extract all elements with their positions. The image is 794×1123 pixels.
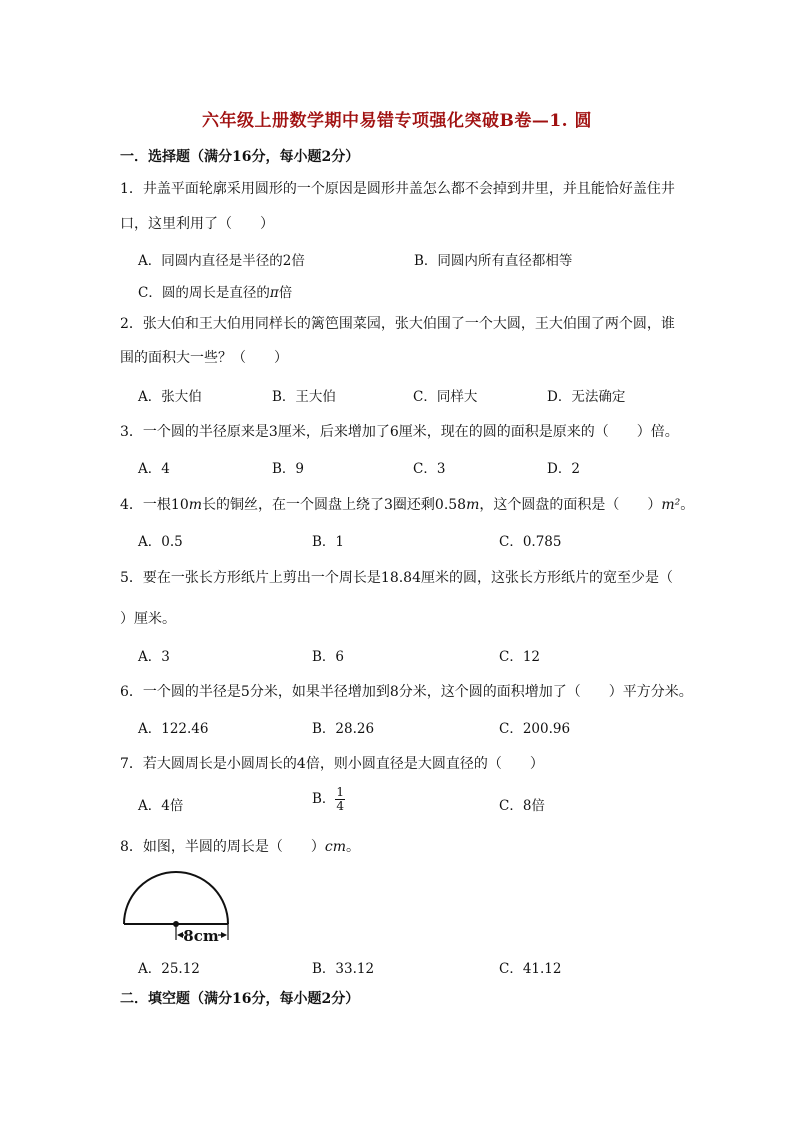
- question-8-option-c: C．41.12: [499, 961, 562, 977]
- question-1-option-b: B．同圆内所有直径都相等: [414, 253, 573, 269]
- question-3-option-d: D．2: [547, 461, 580, 477]
- question-4-line-1: 4．一根10m长的铜丝，在一个圆盘上绕了3圈还剩0.58m，这个圆盘的面积是（ ）m²。: [120, 497, 695, 513]
- question-4-option-b: B．1: [312, 534, 345, 550]
- question-4-option-a: A．0.5: [138, 534, 183, 550]
- question-8-line-1: 8．如图，半圆的周长是（ ）cm。: [120, 839, 361, 855]
- question-2-line-1: 2．张大伯和王大伯用同样长的篱笆围菜园，张大伯围了一个大圆，王大伯围了两个圆，谁: [120, 316, 675, 332]
- question-6-line-1: 6．一个圆的半径是5分米，如果半径增加到8分米，这个圆的面积增加了（ ）平方分米。: [120, 684, 693, 700]
- question-6-option-a: A．122.46: [138, 721, 209, 737]
- question-6-option-b: B．28.26: [312, 721, 375, 737]
- question-5-line-1: 5．要在一张长方形纸片上剪出一个周长是18.84厘米的圆，这张长方形纸片的宽至少是（: [120, 570, 673, 586]
- question-4-option-c: C．0.785: [499, 534, 562, 550]
- question-6-option-c: C．200.96: [499, 721, 571, 737]
- square-meter-unit: m²: [661, 497, 681, 513]
- semicircle-arc: [124, 872, 228, 924]
- question-8-option-b: B．33.12: [312, 961, 375, 977]
- question-5-option-b: B．6: [312, 649, 345, 665]
- question-5-option-c: C．12: [499, 649, 541, 665]
- question-3-line-1: 3．一个圆的半径原来是3厘米，后来增加了6厘米，现在的圆的面积是原来的（ ）倍。: [120, 424, 679, 440]
- question-5-line-2: ）厘米。: [120, 611, 176, 627]
- question-3-option-b: B．9: [272, 461, 305, 477]
- question-2-option-d: D．无法确定: [547, 389, 626, 405]
- cm-unit: cm: [324, 839, 347, 855]
- section-heading-choice: 一．选择题（满分16分，每小题2分）: [120, 149, 360, 165]
- question-1-option-a: A．同圆内直径是半径的2倍: [138, 253, 305, 269]
- question-7-option-a: A．4倍: [138, 798, 184, 814]
- question-2-line-2: 围的面积大一些？（ ）: [120, 350, 288, 366]
- question-3-option-c: C．3: [413, 461, 446, 477]
- question-2-option-b: B．王大伯: [272, 389, 336, 405]
- question-2-option-a: A．张大伯: [138, 389, 202, 405]
- pi-symbol: π: [269, 285, 279, 301]
- question-1-line-1: 1．井盖平面轮廓采用圆形的一个原因是圆形井盖怎么都不会掉到井里，并且能恰好盖住井: [120, 181, 675, 197]
- dimension-arrow-right: [221, 932, 227, 938]
- dimension-arrow-left: [177, 932, 183, 938]
- question-3-option-a: A．4: [138, 461, 170, 477]
- page-title: 六年级上册数学期中易错专项强化突破B卷—1. 圆: [201, 111, 593, 131]
- question-1-option-c: C．圆的周长是直径的π倍: [138, 285, 293, 301]
- question-1-line-2: 口，这里利用了（ ）: [120, 216, 274, 232]
- question-7-option-c: C．8倍: [499, 798, 545, 814]
- semicircle-figure: [118, 866, 234, 948]
- dimension-label: 8cm: [183, 927, 219, 945]
- question-5-option-a: A．3: [138, 649, 170, 665]
- fraction-one-quarter: $\frac{1}{4}$: [336, 785, 345, 813]
- question-8-option-a: A．25.12: [138, 961, 200, 977]
- section-heading-fill: 二．填空题（满分16分，每小题2分）: [120, 991, 360, 1007]
- question-7-option-b: B． $\frac{1}{4}$: [312, 785, 345, 813]
- question-2-option-c: C．同样大: [413, 389, 478, 405]
- question-7-line-1: 7．若大圆周长是小圆周长的4倍，则小圆直径是大圆直径的（ ）: [120, 756, 544, 772]
